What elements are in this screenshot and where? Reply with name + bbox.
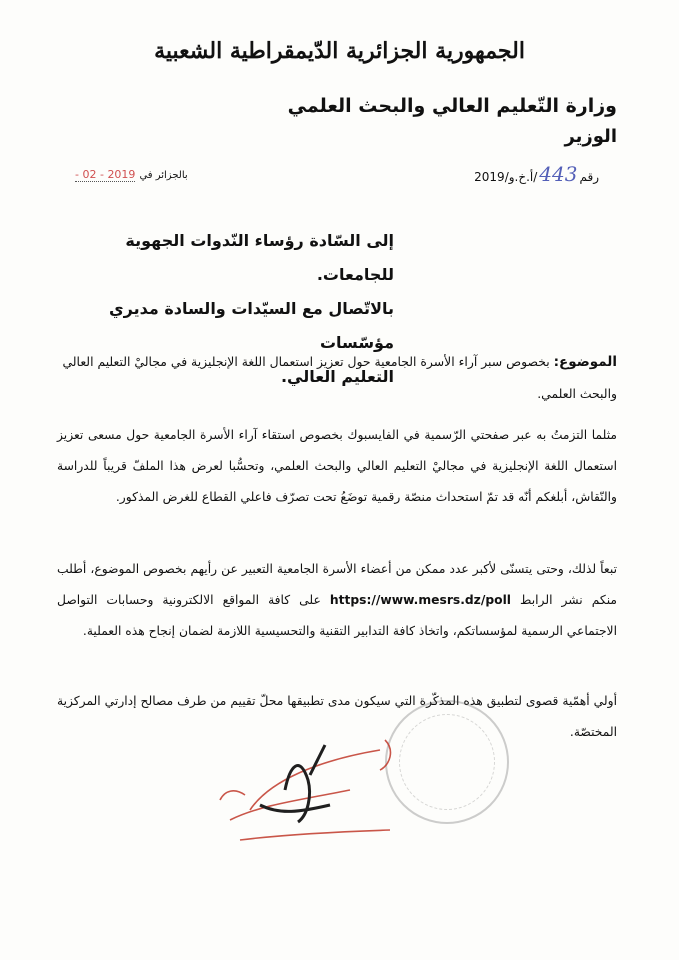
subject-block xyxy=(57,346,617,409)
date-value: 2019 - 02 - xyxy=(75,168,136,181)
reference-handwritten-number: 443 xyxy=(539,162,578,186)
paragraph-2-after: على كافة المواقع الالكترونية وحسابات التواصل الاجتماعي الرسمية لمؤسساتكم، واتخاذ كافة التدابير التقنية والتحسيسية اللازمة لضمان إنجاح هذه العملية. xyxy=(57,593,617,638)
subject-text: بخصوص سبر آراء الأسرة الجامعية حول تعزيز استعمال اللغة الإنجليزية في مجاليْ التعليم العالي والبحث العلمي. xyxy=(62,354,617,401)
handwritten-signature xyxy=(260,745,330,822)
reference-suffix: /أ.خ.و/2019 xyxy=(474,170,538,184)
body-paragraph-3: أولي أهمّية قصوى لتطبيق هذه المذكّرة التي سيكون مدى تطبيقها محلّ تقييم من طرف مصالح إدارتي المركزية المختصّة. xyxy=(57,694,617,739)
signature-stamp-graphic xyxy=(190,720,420,860)
ministry-name: وزارة التّعليم العالي والبحث العلمي xyxy=(287,95,617,117)
recipient-line-1: إلى السّادة رؤساء النّدوات الجهوية للجامعات. xyxy=(125,231,394,284)
republic-header: الجمهورية الجزائرية الدّيمقراطية الشعبية xyxy=(154,38,525,64)
reference-label: رقم xyxy=(579,170,599,184)
reference-number xyxy=(474,162,599,186)
body-paragraph-1: مثلما التزمتُ به عبر صفحتي الرّسمية في الفايسبوك بخصوص استقاء آراء الأسرة الجامعية حول مسعى تعزيز استعمال اللغة الإنجليزية في مجاليْ التعليم العالي والبحث العلمي، وتحسُّبا لعرض هذا الملفّ قريباً للدراسة والنّقاش، أبلغكم أنّه قد تمّ استحداث منصّة رقمية توضَعُ تحت تصرّف فاعلي القطاع للغرض المذكور. xyxy=(57,428,617,504)
date-line xyxy=(75,168,188,182)
recipient-line-3: التعليم العالي. xyxy=(280,367,394,386)
subject-label: الموضوع: xyxy=(553,354,617,370)
paragraph-2-before: تبعاً لذلك، وحتى يتسنّى لأكبر عدد ممكن من أعضاء الأسرة الجامعية التعبير عن رأيهم بخصوص الموضوع، أطلب منكم نشر الرابط xyxy=(57,562,617,607)
date-label: بالجزائر في xyxy=(139,170,188,181)
poll-link[interactable]: https://www.mesrs.dz/poll xyxy=(329,593,512,607)
recipient-line-2: بالاتّصال مع السيّدات والسادة مديري مؤسّسات xyxy=(109,299,394,352)
minister-title: الوزير xyxy=(564,126,617,147)
body-paragraph-2 xyxy=(57,554,617,647)
red-stamp-lettering xyxy=(220,740,390,840)
